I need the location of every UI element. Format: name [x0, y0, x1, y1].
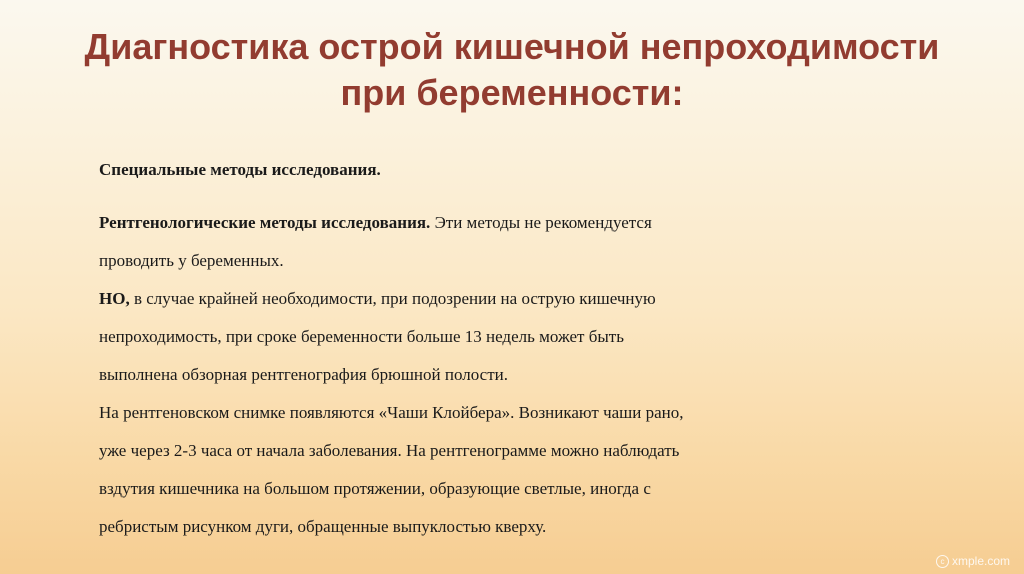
text-line	[99, 242, 859, 280]
slide-body	[99, 152, 859, 546]
text-line	[99, 394, 859, 432]
line-text: Эти методы не рекомендуется	[430, 213, 652, 232]
watermark-text: xmple.com	[951, 554, 1010, 568]
section-subheading: Специальные методы исследования.	[99, 160, 381, 179]
line-text: вздутия кишечника на большом протяжении, образующие светлые, иногда с	[99, 479, 651, 498]
title-line-2: при беременности:	[340, 72, 684, 113]
body-paragraph	[99, 204, 859, 546]
text-line	[99, 508, 859, 546]
text-line	[99, 280, 859, 318]
watermark	[936, 554, 1010, 568]
text-line	[99, 470, 859, 508]
line-text: непроходимость, при сроке беременности больше 13 недель может быть	[99, 327, 624, 346]
bold-phrase: Рентгенологические методы исследования.	[99, 213, 431, 232]
line-text: уже через 2-3 часа от начала заболевания. На рентгенограмме можно наблюдать	[99, 441, 680, 460]
text-line	[99, 318, 859, 356]
line-text: ребристым рисунком дуги, обращенные выпуклостью кверху.	[99, 517, 547, 536]
text-line	[99, 204, 859, 242]
line-text: проводить у беременных.	[99, 251, 284, 270]
copyright-icon: c	[936, 555, 949, 568]
text-line	[99, 356, 859, 394]
bold-phrase: НО,	[99, 289, 130, 308]
text-line	[99, 432, 859, 470]
line-text: На рентгеновском снимке появляются «Чаши Клойбера». Возникают чаши рано,	[99, 403, 684, 422]
title-line-1: Диагностика острой кишечной непроходимости	[84, 26, 940, 67]
line-text: выполнена обзорная рентгенография брюшной полости.	[99, 365, 508, 384]
slide-title	[0, 24, 1024, 116]
line-text: в случае крайней необходимости, при подозрении на острую кишечную	[129, 289, 656, 308]
